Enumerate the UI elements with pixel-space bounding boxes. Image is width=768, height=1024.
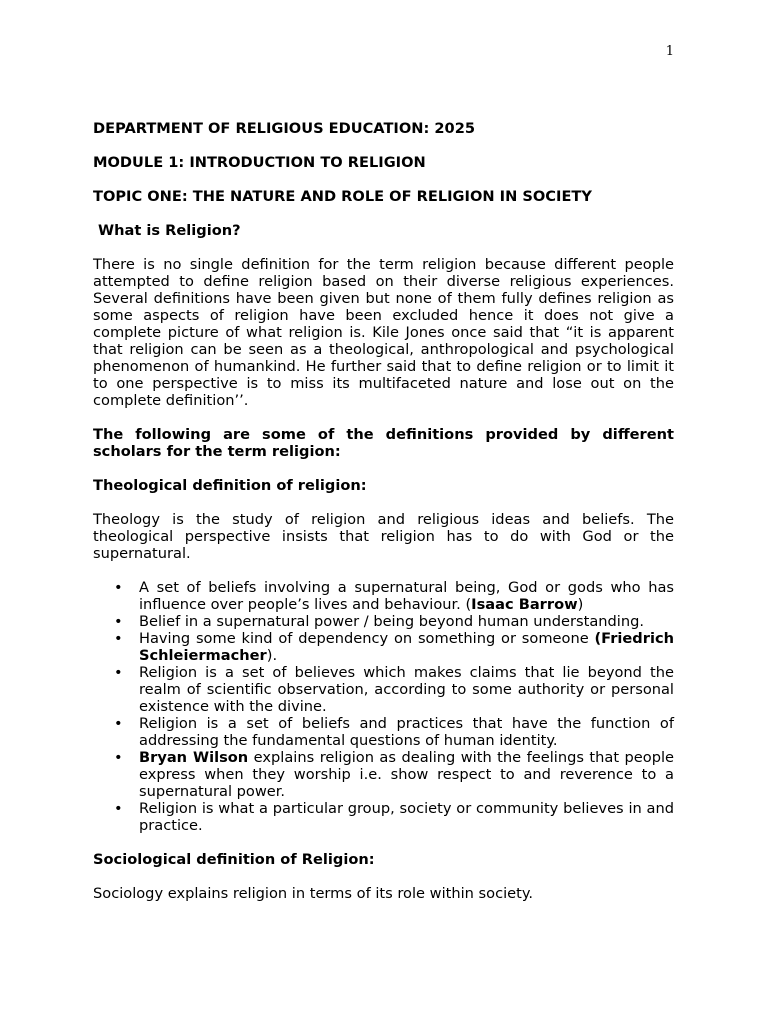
scholar-name: Isaac Barrow [471, 596, 578, 613]
definitions-list [93, 579, 674, 834]
list-item: • Having some kind of dependency on something or someone (Friedrich Schleiermacher). [114, 630, 674, 664]
list-item: • Religion is a set of believes which makes claims that lie beyond the realm of scientific observation, according to some authority or personal existence with the divine. [114, 664, 674, 715]
document-body [93, 120, 674, 919]
bullet-icon: • [114, 630, 123, 647]
list-item: • A set of beliefs involving a supernatural being, God or gods who has influence over people’s lives and behaviour. (Isaac Barrow) [114, 579, 674, 613]
topic-heading: TOPIC ONE: THE NATURE AND ROLE OF RELIGION IN SOCIETY [93, 188, 592, 205]
bullet-icon: • [114, 664, 123, 681]
theological-heading: Theological definition of religion: [93, 477, 367, 494]
list-item: • Bryan Wilson explains religion as dealing with the feelings that people express when they worship i.e. show respect to and reverence to a supernatural power. [114, 749, 674, 800]
bullet-icon: • [114, 579, 123, 596]
bullet-icon: • [114, 715, 123, 732]
department-heading: DEPARTMENT OF RELIGIOUS EDUCATION: 2025 [93, 120, 476, 137]
sociological-paragraph: Sociology explains religion in terms of its role within society. [93, 885, 534, 902]
intro-paragraph: There is no single definition for the term religion because different people attempted to define religion based on their diverse religious experiences. Several definitions have been given but none of them fully defines religion as some aspects of religion have been excluded hence it does not give a complete picture of what religion is. Kile Jones once said that “it is apparent that religion can be seen as a theological, anthropological and psychological phenomenon of humankind. He further said that to define religion or to limit it to one perspective is to miss its multifaceted nature and lose out on the complete definition’’. [93, 256, 674, 409]
bullet-icon: • [114, 749, 123, 766]
page-number: 1 [665, 44, 674, 59]
scholar-name: Bryan Wilson [139, 749, 249, 766]
scholar-name: (Friedrich Schleiermacher [139, 630, 674, 664]
sociological-heading: Sociological definition of Religion: [93, 851, 375, 868]
theological-paragraph: Theology is the study of religion and religious ideas and beliefs. The theological perspective insists that religion has to do with God or the supernatural. [93, 511, 674, 562]
list-item: • Religion is what a particular group, society or community believes in and practice. [114, 800, 674, 834]
bullet-icon: • [114, 800, 123, 817]
bullet-icon: • [114, 613, 123, 630]
list-item: • Belief in a supernatural power / being beyond human understanding. [114, 613, 645, 630]
list-item: • Religion is a set of beliefs and practices that have the function of addressing the fundamental questions of human identity. [114, 715, 674, 749]
what-is-religion-heading: What is Religion? [98, 222, 241, 239]
scholars-intro: The following are some of the definitions provided by different scholars for the term religion: [93, 426, 674, 460]
module-heading: MODULE 1: INTRODUCTION TO RELIGION [93, 154, 426, 171]
